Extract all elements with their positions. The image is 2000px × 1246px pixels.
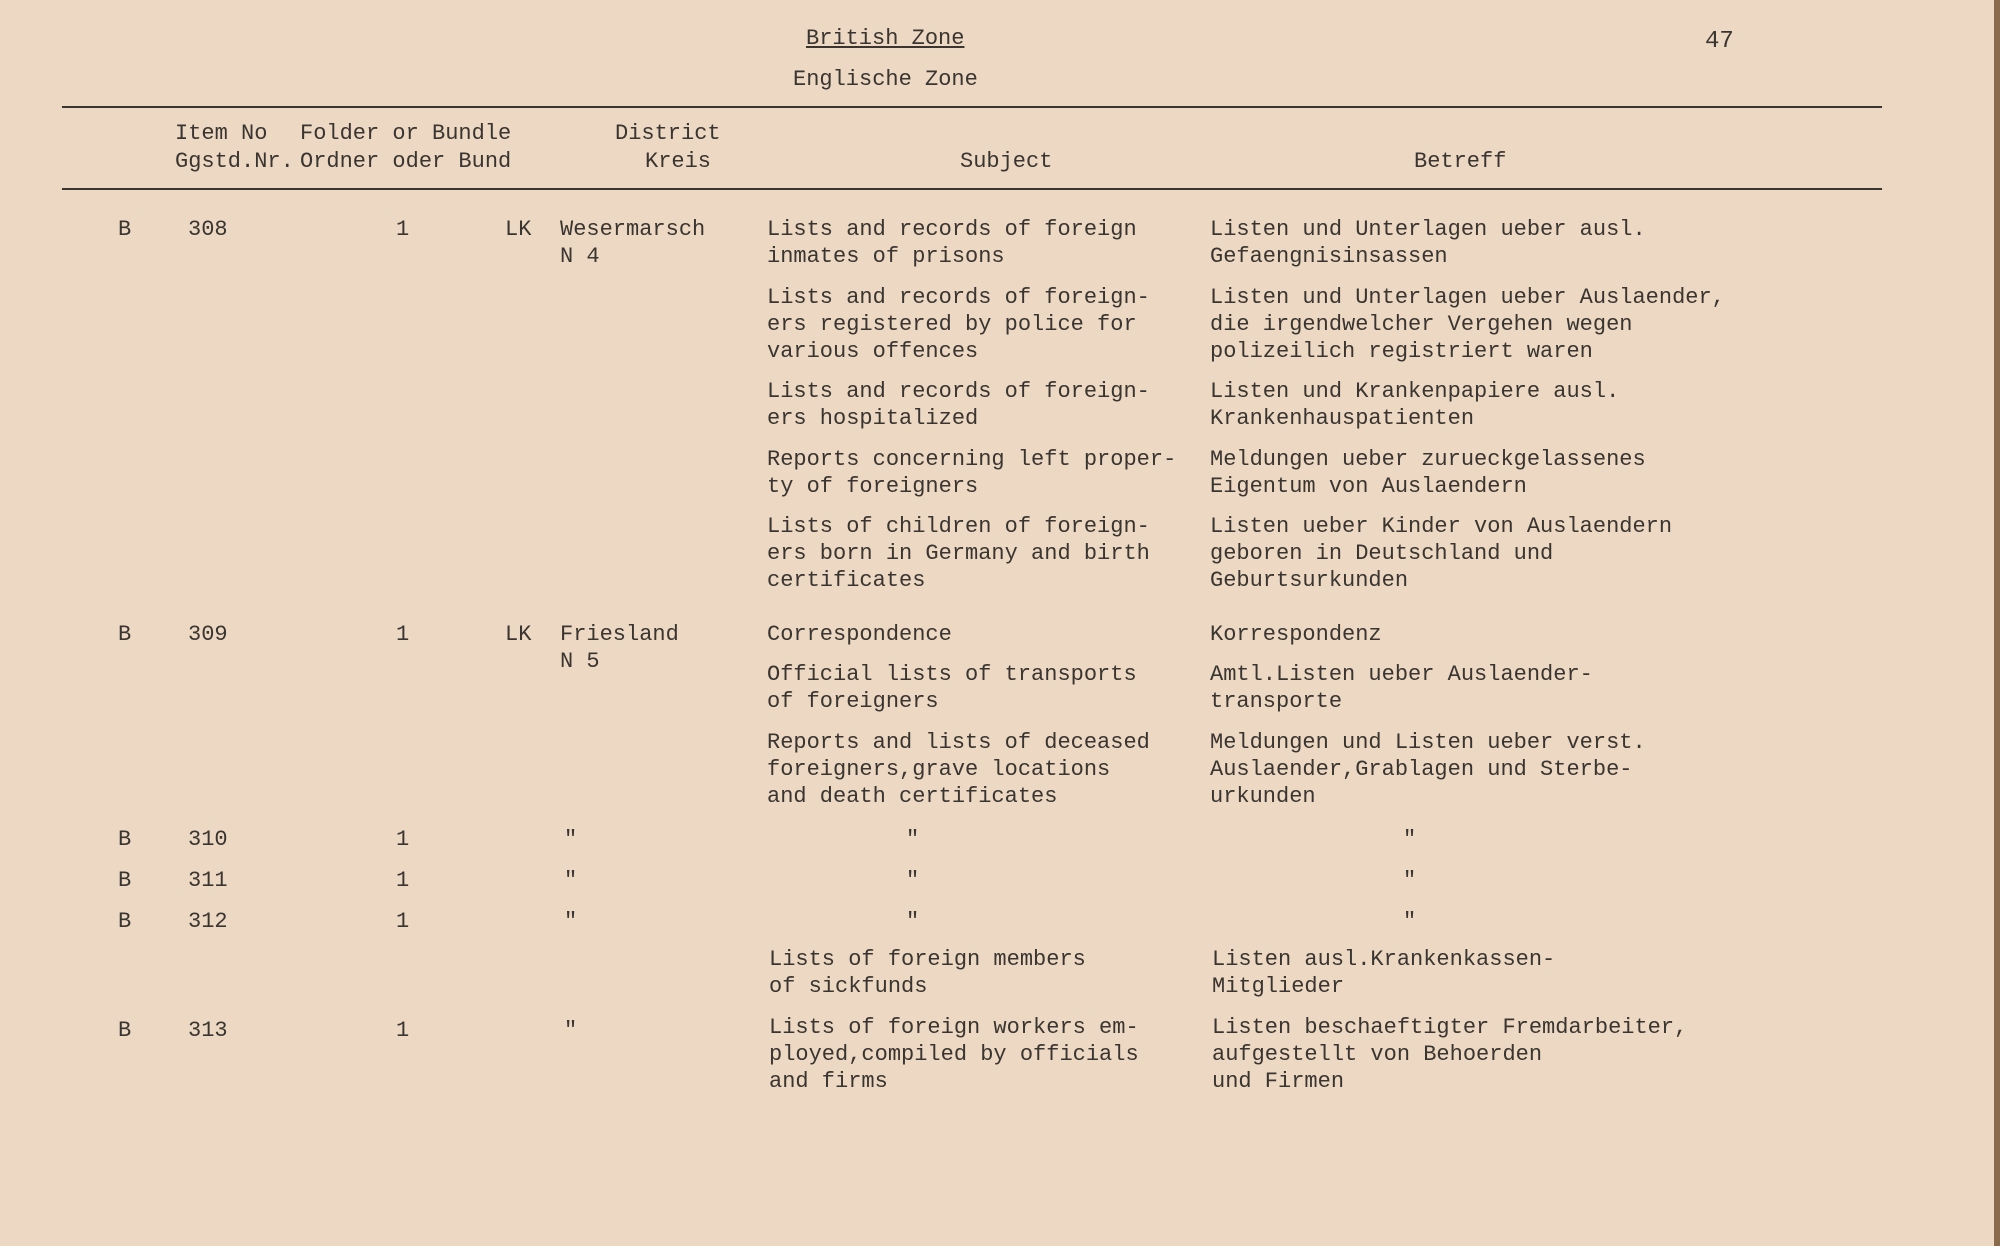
row-311-series: B (118, 868, 132, 893)
row-310-subject-ditto: " (906, 827, 920, 852)
col-header-item-en: Item No (175, 121, 268, 146)
row-310-district-ditto: " (564, 827, 578, 852)
row-312-subject-ditto: " (906, 909, 920, 934)
page-number: 47 (1705, 28, 1734, 55)
col-header-folder-en: Folder or Bundle (300, 121, 512, 146)
row-312-series: B (118, 909, 132, 934)
row-310-betreff-ditto: " (1403, 827, 1417, 852)
row-309-betreff-2: Amtl.Listen ueber Auslaender- transporte (1210, 662, 1593, 714)
zone-title-german: Englische Zone (793, 67, 978, 92)
row-313-district-ditto: " (564, 1018, 578, 1043)
row-309-series: B (118, 622, 132, 647)
zone-title-english: British Zone (806, 26, 965, 51)
row-308-betreff-2: Listen und Unterlagen ueber Auslaender, die irgendwelcher Vergehen wegen polizeilich registriert waren (1210, 285, 1725, 364)
row-308-betreff-5: Listen ueber Kinder von Auslaendern geboren in Deutschland und Geburtsurkunden (1210, 514, 1673, 593)
row-311-folder: 1 (396, 868, 410, 893)
row-309-lk: LK (505, 622, 532, 647)
row-310-folder: 1 (396, 827, 410, 852)
row-308-series: B (118, 217, 132, 242)
row-311-item: 311 (188, 868, 228, 893)
row-309-district: Friesland N 5 (560, 622, 679, 674)
row-308-district: Wesermarsch N 4 (560, 217, 706, 269)
row-311-subject-ditto: " (906, 868, 920, 893)
row-309-betreff-3: Meldungen und Listen ueber verst. Auslaender,Grablagen und Sterbe- urkunden (1210, 730, 1646, 809)
row-308-folder: 1 (396, 217, 410, 242)
row-308-subject-3: Lists and records of foreign- ers hospitalized (767, 379, 1150, 431)
row-310-series: B (118, 827, 132, 852)
row-309-subject-2: Official lists of transports of foreigners (767, 662, 1137, 714)
row-312-folder: 1 (396, 909, 410, 934)
row-311-betreff-ditto: " (1403, 868, 1417, 893)
row-308-subject-2: Lists and records of foreign- ers registered by police for various offences (767, 285, 1150, 364)
row-312-district-ditto: " (564, 909, 578, 934)
row-308-betreff-3: Listen und Krankenpapiere ausl. Krankenhauspatienten (1210, 379, 1620, 431)
row-312-betreff-ditto: " (1403, 909, 1417, 934)
row-308-subject-5: Lists of children of foreign- ers born in Germany and birth certificates (767, 514, 1150, 593)
row-312-extra-subject: Lists of foreign members of sickfunds (769, 947, 1086, 999)
row-312-item: 312 (188, 909, 228, 934)
col-header-folder-de: Ordner oder Bund (300, 149, 512, 174)
row-308-subject-1: Lists and records of foreign inmates of prisons (767, 217, 1137, 269)
col-header-district-de: Kreis (645, 149, 712, 174)
row-308-lk: LK (505, 217, 532, 242)
row-309-folder: 1 (396, 622, 410, 647)
col-header-district-en: District (615, 121, 721, 146)
header-rule (62, 188, 1882, 190)
col-header-betreff: Betreff (1414, 149, 1507, 174)
row-312-extra-betreff: Listen ausl.Krankenkassen- Mitglieder (1212, 947, 1556, 999)
row-313-item: 313 (188, 1018, 228, 1043)
row-308-subject-4: Reports concerning left proper- ty of foreigners (767, 447, 1177, 499)
row-309-subject-1: Correspondence (767, 622, 952, 647)
row-310-item: 310 (188, 827, 228, 852)
row-313-betreff: Listen beschaeftigter Fremdarbeiter, aufgestellt von Behoerden und Firmen (1212, 1015, 1688, 1094)
row-309-subject-3: Reports and lists of deceased foreigners,grave locations and death certificates (767, 730, 1150, 809)
row-313-folder: 1 (396, 1018, 410, 1043)
row-308-betreff-1: Listen und Unterlagen ueber ausl. Gefaengnisinsassen (1210, 217, 1646, 269)
col-header-subject: Subject (960, 149, 1053, 174)
row-313-subject: Lists of foreign workers em- ployed,compiled by officials and firms (769, 1015, 1139, 1094)
row-308-betreff-4: Meldungen ueber zurueckgelassenes Eigentum von Auslaendern (1210, 447, 1646, 499)
row-309-betreff-1: Korrespondenz (1210, 622, 1382, 647)
row-313-series: B (118, 1018, 132, 1043)
row-311-district-ditto: " (564, 868, 578, 893)
col-header-item-de: Ggstd.Nr. (175, 149, 294, 174)
row-308-item: 308 (188, 217, 228, 242)
top-rule (62, 106, 1882, 108)
row-309-item: 309 (188, 622, 228, 647)
